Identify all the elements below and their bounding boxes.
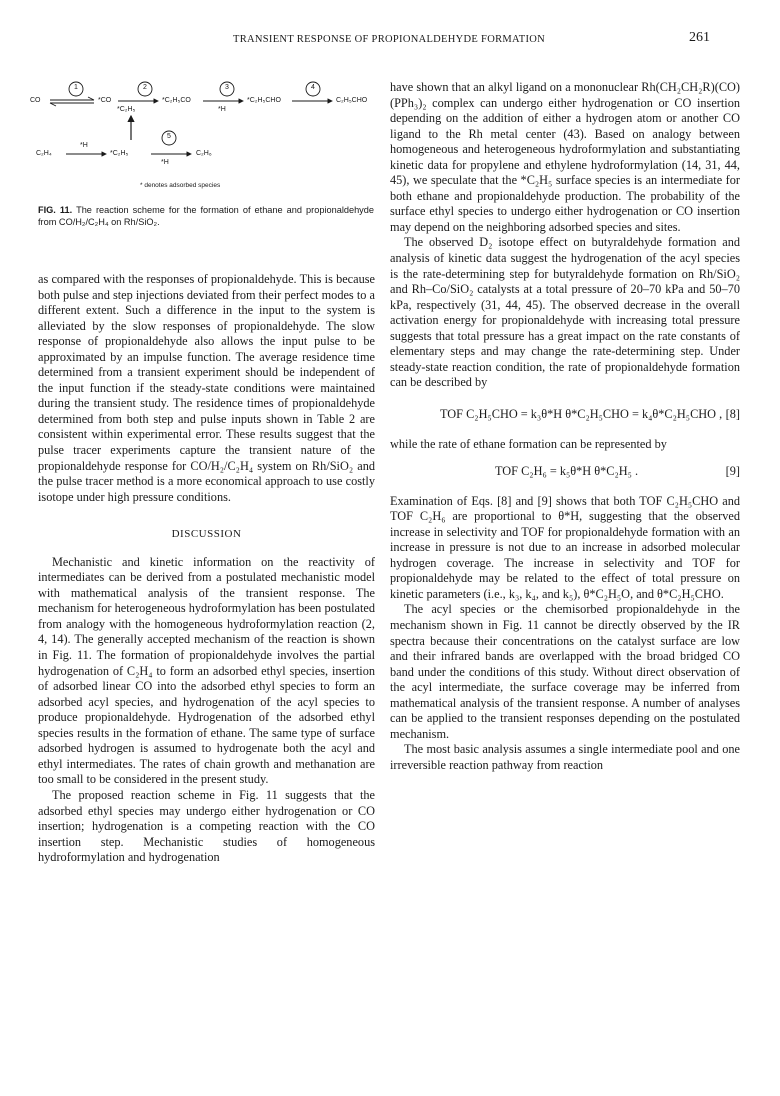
step-4-label: 4 [311,84,315,91]
figure-caption-label: FIG. 11. [38,205,73,215]
species-ethylene: C₂H₄ [36,150,52,157]
left-paragraph-3: The proposed reaction scheme in Fig. 11 suggests that the adsorbed ethyl species may undergo either hydrogenation or CO insertion; hydrogenation is a competing reaction with the CO insertion step. Mechanistic studies of homogeneous hydroformylation and hydrogenation [38,787,375,865]
step-5-label: 5 [167,133,171,140]
right-paragraph-5: The most basic analysis assumes a single intermediate pool and one irreversible reaction pathway from reaction [390,742,740,772]
equation-8 [390,407,740,423]
equation-9-text: TOF C₂H₆ = k₅θ*H θ*C₂H₅ . [495,464,639,479]
species-propionaldehyde-adsorbed: *C₂H₅CHO [247,97,281,104]
step-2-label: 2 [143,84,147,91]
species-propionaldehyde: C₂H₅CHO [336,97,368,104]
right-column [390,80,740,773]
figure-caption [38,204,374,228]
species-h-adsorbed-step5: *H [161,159,169,166]
equation-8-text: TOF C₂H₅CHO = k₃θ*H θ*C₂H₅CHO = k₄θ*C₂H₅CHO , [440,406,723,421]
left-paragraph-1: as compared with the responses of propionaldehyde. This is because both pulse and step injections deviated from their perfect modes to a different extent. Such a difference in the input to the system is alleviated by the slow responses of propionaldehyde. The slow response of propionaldehyde also allows the input pulse to be approximated by an impulse function. The average residence time determined from a transient experiment should be independent of the input function if the steady-state conditions were maintained during the transient study. The residence times of propionaldehyde determined from both step and pulse inputs shown in Table 2 are consistent within experimental error. These results suggest that the pulse tracer experiments capture the transient nature of the propionaldehyde response for CO/H₂/C₂H₄ system on Rh/SiO₂ and the pulse tracer method is a more economical approach to use costly isotope under high pressure conditions. [38,272,375,504]
reaction-scheme-figure [30,78,380,196]
species-h-adsorbed-step3: *H [218,106,226,113]
scheme-arrows [30,78,380,196]
scheme-footnote: * denotes adsorbed species [140,182,221,189]
species-co-adsorbed: *CO [98,97,112,104]
figure-caption-text: The reaction scheme for the formation of ethane and propionaldehyde from CO/H₂/C₂H₄ on Rh/SiO₂. [38,205,374,227]
equation-8-number: [8] [725,406,740,421]
left-paragraph-2: Mechanistic and kinetic information on the reactivity of intermediates can be derived from a postulated mechanistic model with mathematical analysis of the transient response. The mechanism for heterogeneous hydroformylation has been postulated from analogy with the homogeneous hydroformylation reaction (2, 4, 14). The generally accepted mechanism of the reaction is shown in Fig. 11. The formation of propionaldehyde involves the partial hydrogenation of C₂H₄ to form an adsorbed ethyl species, insertion of adsorbed linear CO into the adsorbed ethyl species to form an adsorbed acyl species, and hydrogenation of the acyl species to produce propionaldehyde. Hydrogenation of the adsorbed ethyl species results in the formation of ethane. The same type of surface adsorbed hydrogen is assumed to hydrogenate both the acyl and ethyl intermediates. The rates of chain growth and methanation are too small to be considered in the present study. [38,554,375,787]
species-h-adsorbed-step1: *H [80,142,88,149]
right-paragraph-4: The acyl species or the chemisorbed propionaldehyde in the mechanism shown in Fig. 11 cannot be directly observed by the IR spectra because their concentrations on the catalyst surface are low and their infrared bands are overlapped with the broad bridged CO band under the conditions of this study. Without direct observation of the acyl intermediate, the surface coverage may be inferred from mathematical analysis of the transient response. A number of analyses can be applied to the transient responses depending on the postulated mechanism. [390,602,740,741]
running-header [0,30,780,50]
right-paragraph-1: have shown that an alkyl ligand on a mononuclear Rh(CH₂CH₂R)(CO)(PPh₃)₂ complex can undergo either hydrogenation or CO insertion depending on the addition of either a hydrogen atom or another CO ligand to the Rh metal center (43). Based on analogy between homogeneous and heterogeneous hydroformylation and substantiating kinetic data for propylene and ethylene hydroformylation (14, 31, 44, 45), we speculate that the *C₂H₅ surface species is an intermediate for both ethane and propionaldehyde production. The probability of the surface ethyl species to undergo either hydrogenation or CO insertion may depend on the neighboring adsorbed species and sites. [390,80,740,234]
species-acyl-adsorbed: *C₂H₅CO [162,97,191,104]
running-title: TRANSIENT RESPONSE OF PROPIONALDEHYDE FORMATION [233,34,546,45]
species-co: CO [30,97,41,104]
species-ethyl-adsorbed: *C₂H₅ [110,150,129,157]
right-paragraph-2: The observed D₂ isotope effect on butyraldehyde formation and analysis of kinetic data suggest the hydrogenation of the acyl species is the rate-determining step for butyraldehyde formation on Rh/SiO₂ and Rh–Co/SiO₂ catalysts at a total pressure of 20–70 kPa and 50–70 kPa, respectively (31, 44, 45). The observed decrease in the overall activation energy for propionaldehyde with increasing total pressure suggests that total pressure has a great impact on the rate constants of elementary steps and may change the rate-determining step. Under steady-state reaction condition, the rate of propionaldehyde formation can be described by [390,235,740,390]
section-heading-discussion: DISCUSSION [171,528,242,541]
step-3-label: 3 [225,84,229,91]
equation-9 [390,464,740,480]
left-column [38,272,375,866]
species-ethyl-adsorbed-reactant: *C₂H₅ [117,106,136,113]
right-paragraph-3: Examination of Eqs. [8] and [9] shows that both TOF C₂H₅CHO and TOF C₂H₆ are proportional to θ*H, suggesting that the observed increase in selectivity and TOF for propionaldehyde formation with an increase in pressure is not due to an increase in adsorbed molecular hydrogen coverage. The increase in selectivity and TOF for propionaldehyde may be related to the effect of total pressure on kinetic parameters (i.e., k₃, k₄, and k₅), θ*C₂H₅O, and θ*C₂H₅CHO. [390,493,740,601]
right-mid-text: while the rate of ethane formation can be represented by [390,437,667,452]
page-number: 261 [689,30,710,45]
species-ethane: C₂H₆ [196,150,212,157]
step-1-label: 1 [74,84,78,91]
equation-9-number: [9] [725,464,740,479]
